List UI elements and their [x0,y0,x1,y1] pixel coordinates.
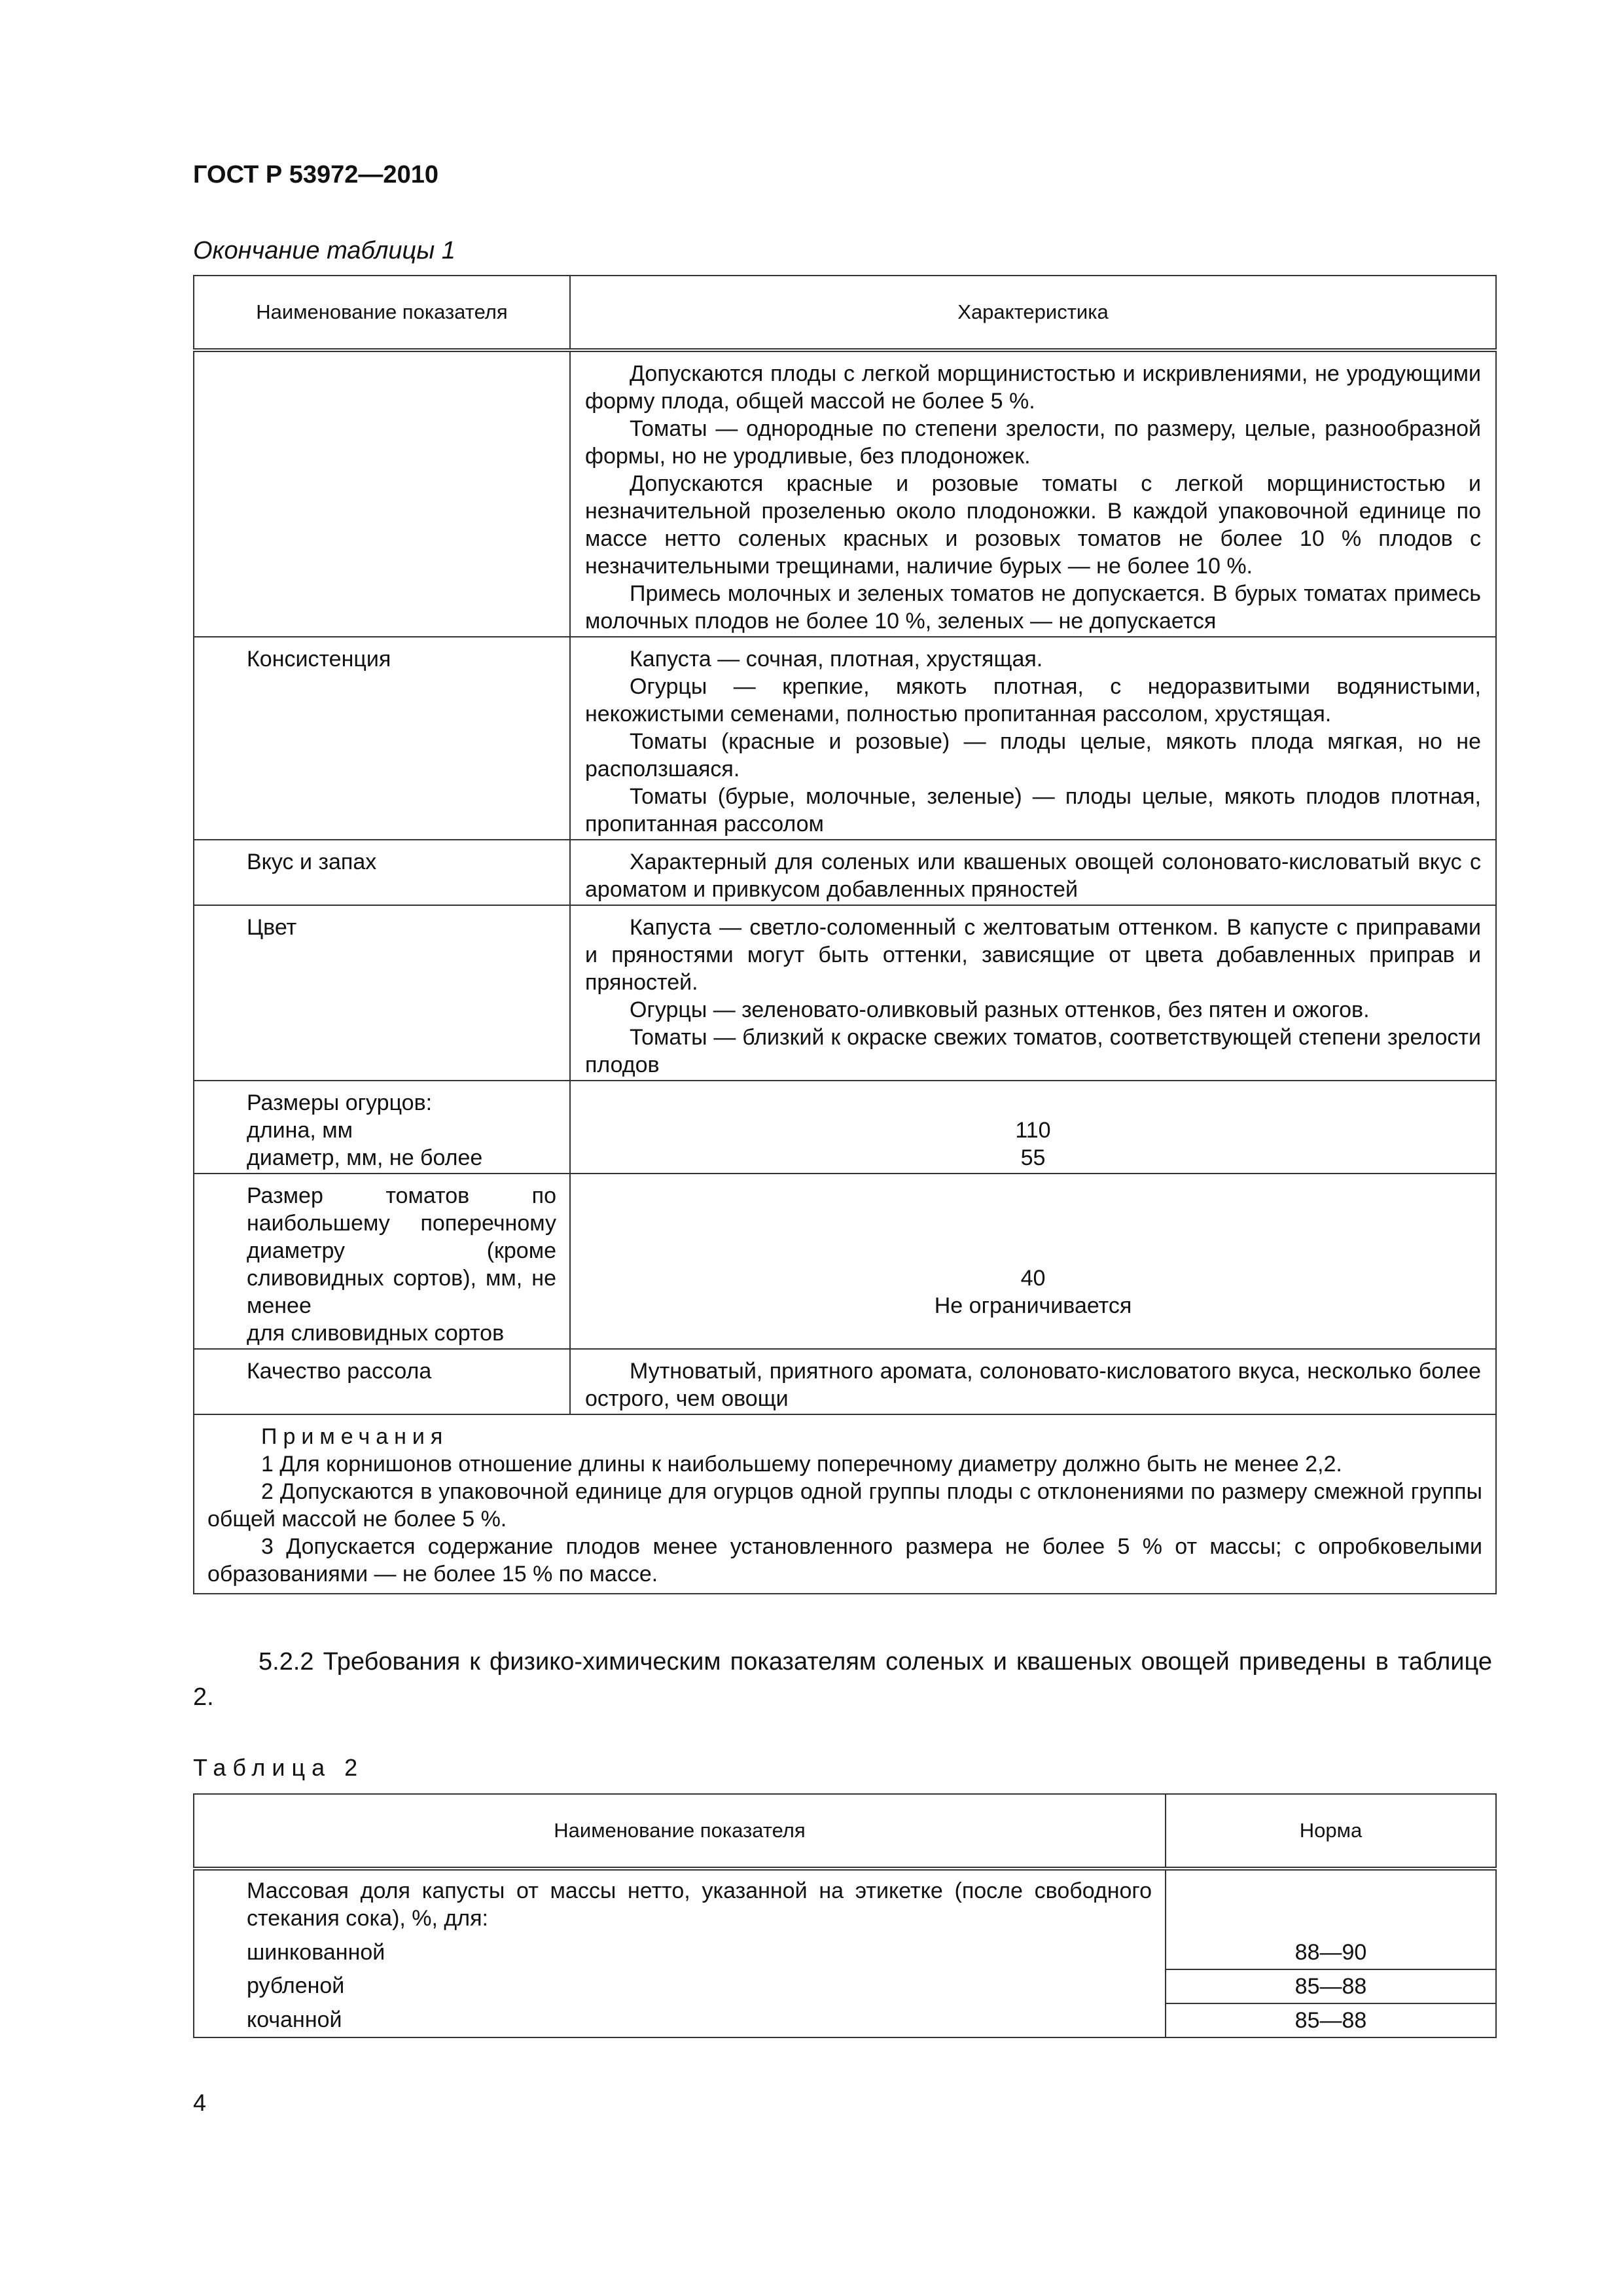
page-number: 4 [193,2089,207,2116]
note-item: 2 Допускаются в упаковочной единице для огурцов одной группы плоды с отклонениями по размеру смежной группы общей массой не более 5 %. [207,1479,1482,1532]
text-line: Капуста — сочная, плотная, хрустящая. [630,647,1043,672]
text-line: Томаты (красные и розовые) — плоды целые, мякоть плода мягкая, но не расползшаяся. [585,729,1481,781]
row-label-color: Цвет [194,905,570,1081]
label-line: длина, мм [247,1118,353,1143]
table-row [194,1969,1496,2003]
text-line: Томаты — близкий к окраске свежих томатов, соответствующей степени зрелости плодов [585,1025,1481,1077]
table2-value: 88—90 [1166,1936,1496,1969]
text-line: Характерный для соленых или квашеных овощей солоновато-кисловатый вкус с ароматом и привкусом добавленных пряностей [585,850,1481,902]
row-values [570,1081,1496,1174]
table-row [194,1349,1496,1414]
label-line: Размеры огурцов: [247,1090,433,1115]
row-label-brine: Качество рассола [194,1349,570,1414]
row-text [570,1349,1496,1414]
notes-row [194,1414,1496,1594]
row-text [570,905,1496,1081]
row-label [194,350,570,637]
table-row [194,1174,1496,1349]
table-row [194,905,1496,1081]
label-line: Размер томатов по наибольшему поперечному диаметру (кроме сливовидных сортов), мм, не менее [247,1183,556,1318]
table2 [193,1793,1497,2038]
table2-caption: Таблица 2 [193,1754,365,1781]
table-row [194,637,1496,840]
note-item: 1 Для корнишонов отношение длины к наибольшему поперечному диаметру должно быть не менее 2,2. [261,1452,1342,1477]
table2-header-norm: Норма [1166,1794,1496,1869]
table1-caption: Окончание таблицы 1 [193,237,455,264]
table1 [193,275,1497,1594]
row-label-cucumbers [194,1081,570,1174]
text-line: Примесь молочных и зеленых томатов не допускается. В бурых томатах примесь молочных плодов не более 10 %, зеленых — не допускается [585,581,1481,634]
notes-title: Примечания [261,1424,449,1449]
table2-value: 85—88 [1166,2003,1496,2037]
table-row [194,2003,1496,2037]
table2-value: 85—88 [1166,1969,1496,2003]
row-values [570,1174,1496,1349]
row-text [570,840,1496,905]
row-text [570,637,1496,840]
table-row [194,840,1496,905]
table2-label: рубленой [194,1969,1166,2003]
table2-label: кочанной [194,2003,1166,2037]
document-header: ГОСТ Р 53972—2010 [193,161,438,188]
text-line: Огурцы — зеленовато-оливковый разных оттенков, без пятен и ожогов. [630,997,1370,1022]
text-line: Допускаются плоды с легкой морщинистостью и искривлениями, не уродующими форму плода, общей массой не более 5 %. [585,361,1481,414]
row-label-consistency: Консистенция [194,637,570,840]
table-row [194,1869,1496,1936]
table2-label: шинкованной [194,1936,1166,1969]
text-line: Мутноватый, приятного аромата, солоновато-кисловатого вкуса, несколько более острого, чем овощи [585,1359,1481,1411]
table1-header-characteristic: Характеристика [570,276,1496,350]
value-diameter: 55 [1020,1145,1046,1170]
label-line: для сливовидных сортов [247,1321,505,1346]
table-row [194,350,1496,637]
value-min-size: 40 [1020,1266,1046,1291]
row-label-taste: Вкус и запах [194,840,570,905]
paragraph-5-2-2: 5.2.2 Требования к физико-химическим показателям соленых и квашеных овощей приведены в таблице 2. [193,1648,1492,1711]
row-label-tomato-size [194,1174,570,1349]
row-text [570,350,1496,637]
table1-header-name: Наименование показателя [194,276,570,350]
table-notes [194,1414,1496,1594]
value-length: 110 [1015,1118,1051,1143]
note-item: 3 Допускается содержание плодов менее установленного размера не более 5 % от массы; с опробковелыми образованиями — не более 15 % по массе. [207,1534,1482,1587]
text-line: Томаты — однородные по степени зрелости, по размеру, целые, разнообразной формы, но не уродливые, без плодоножек. [585,416,1481,469]
text-line: Огурцы — крепкие, мякоть плотная, с недоразвитыми водянистыми, некожистыми семенами, полностью пропитанная рассолом, хрустящая. [585,674,1481,726]
table-row [194,1081,1496,1174]
text-line: Томаты (бурые, молочные, зеленые) — плоды целые, мякоть плодов плотная, пропитанная рассолом [585,784,1481,836]
value-plum: Не ограничивается [934,1293,1132,1318]
table-row [194,1936,1496,1969]
table2-intro: Массовая доля капусты от массы нетто, указанной на этикетке (после свободного стекания сока), %, для: [194,1869,1166,1936]
table2-header-name: Наименование показателя [194,1794,1166,1869]
label-line: диаметр, мм, не более [247,1145,483,1170]
text-line: Капуста — светло-соломенный с желтоватым оттенком. В капусте с приправами и пряностями могут быть оттенки, зависящие от цвета добавленных приправ и пряностей. [585,915,1481,995]
text-line: Допускаются красные и розовые томаты с легкой морщинистостью и незначительной прозеленью около плодоножки. В каждой упаковочной единице по массе нетто соленых красных и розовых томатов не более 10 % плодов с незначительными трещинами, наличие бурых — не более 10 %. [585,471,1481,579]
